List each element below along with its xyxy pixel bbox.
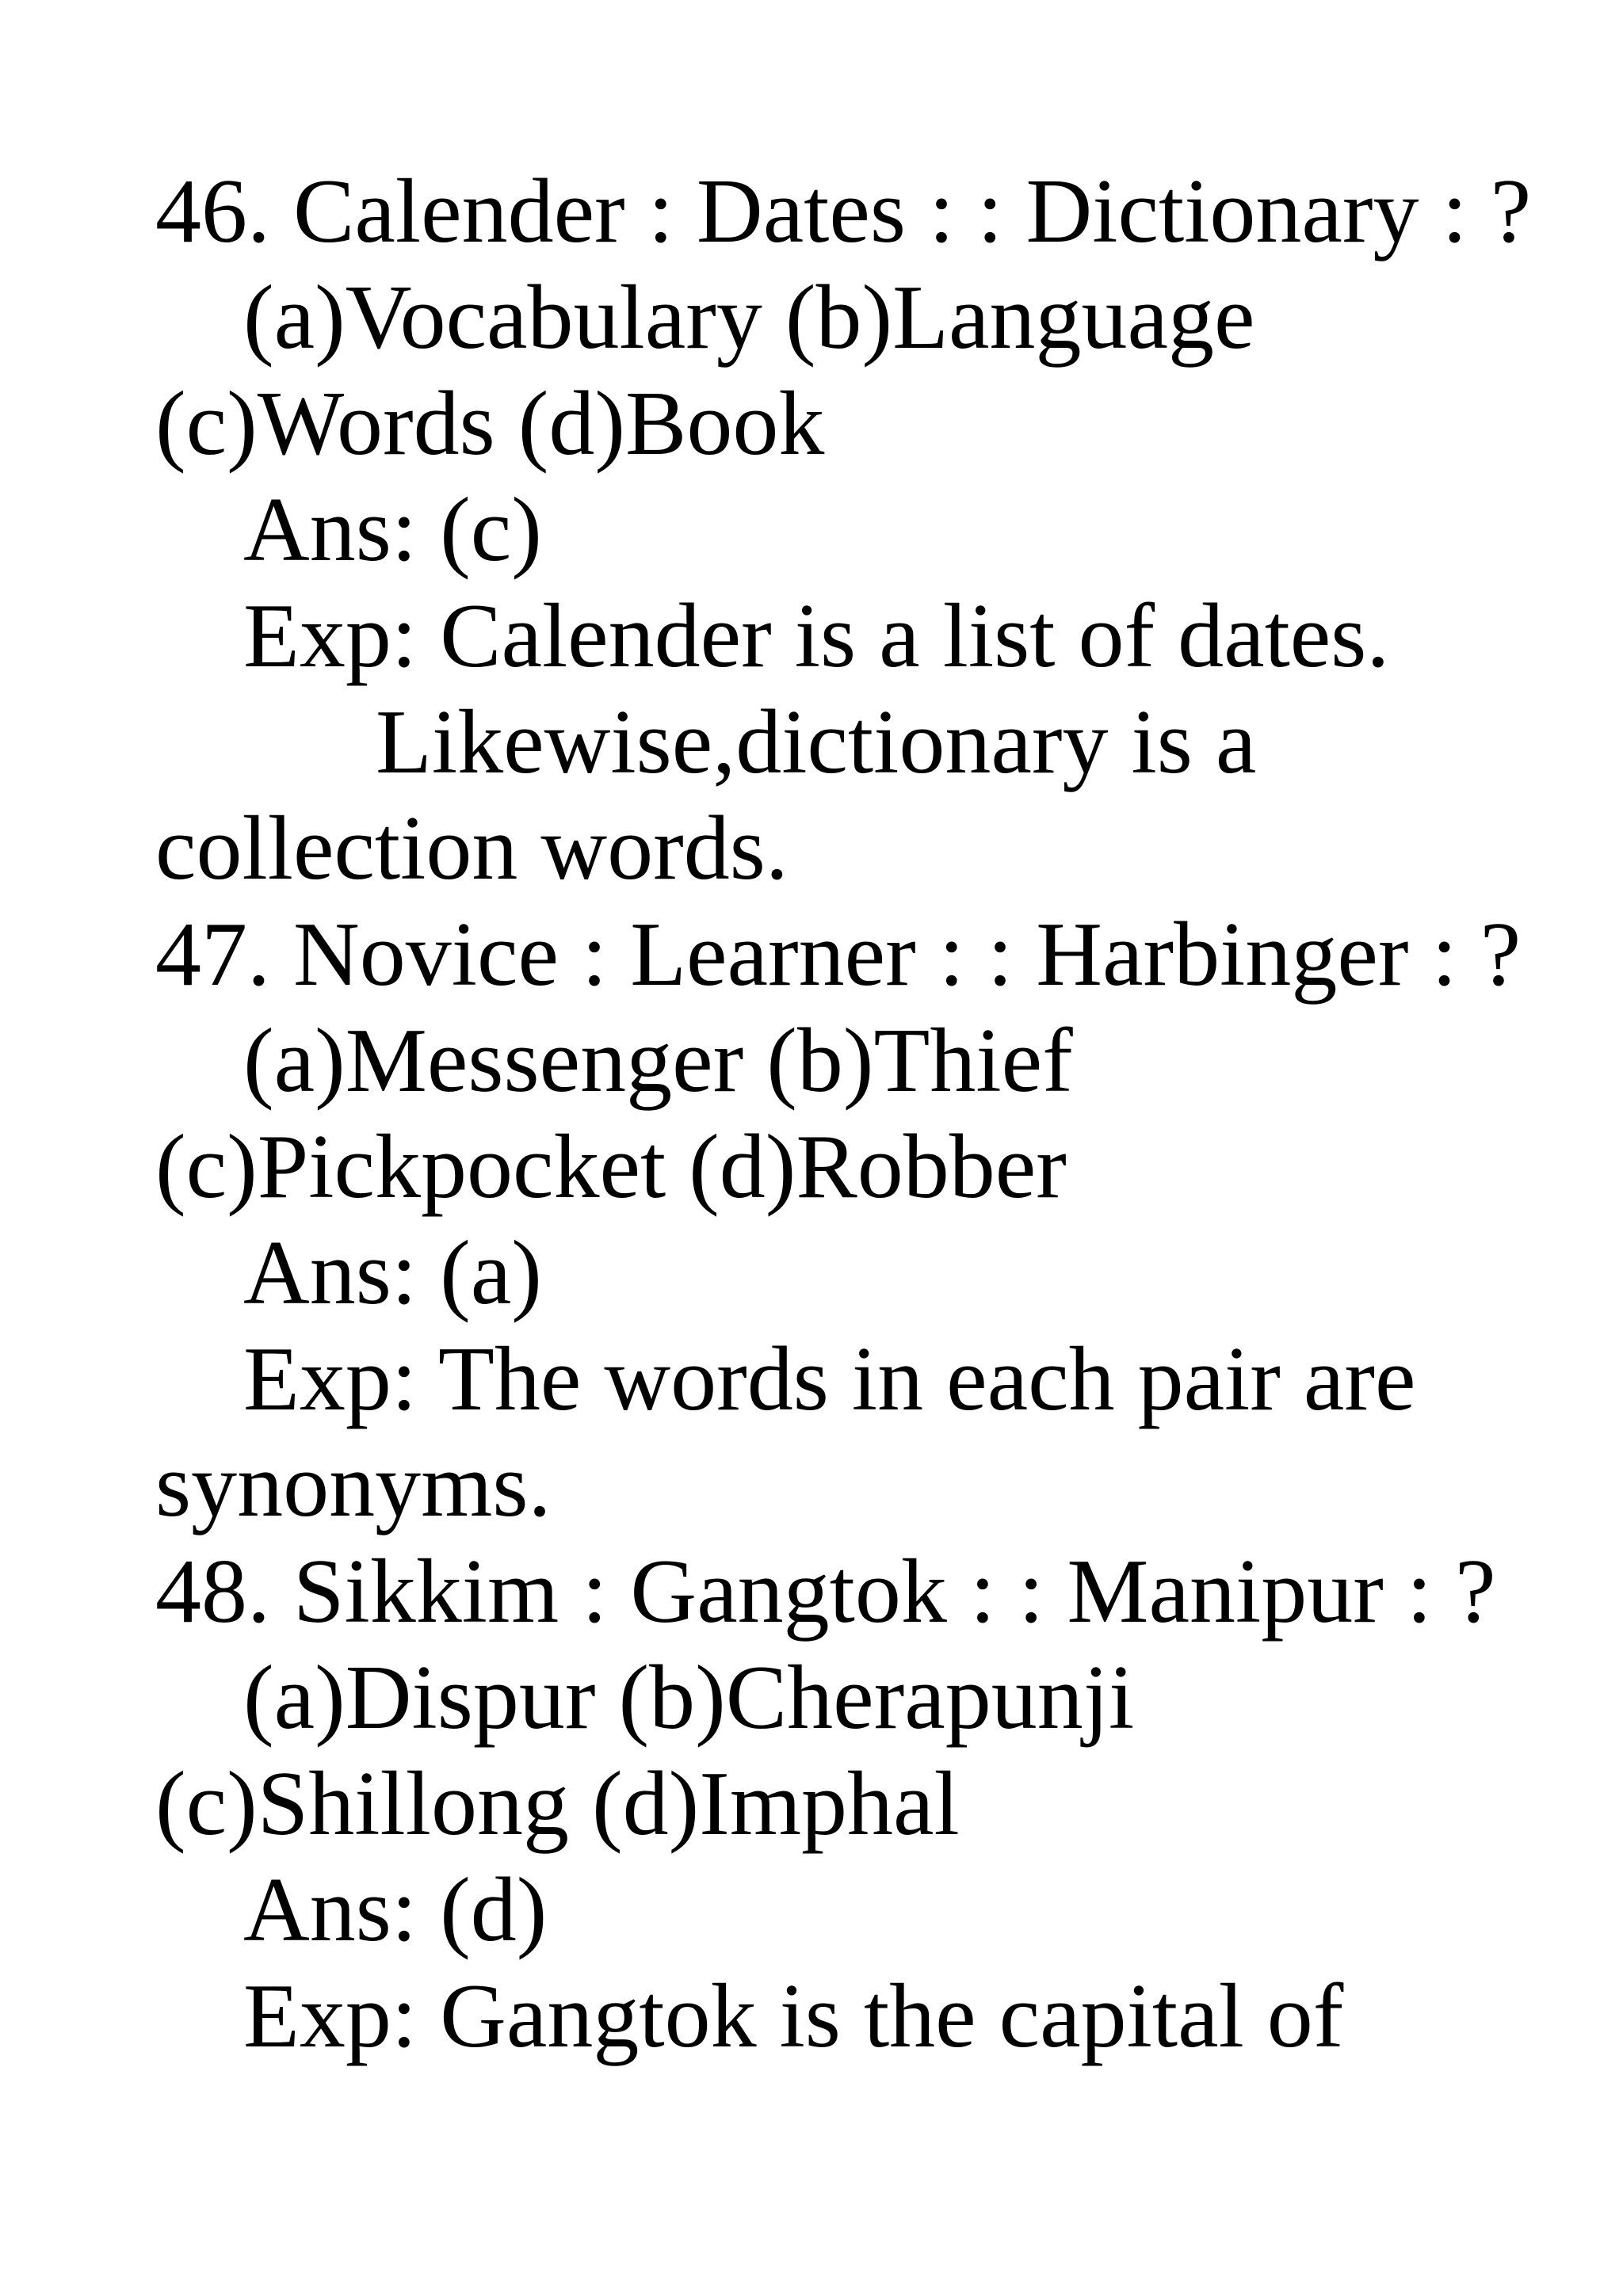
- question-48-answer: Ans: (d): [243, 1859, 548, 1961]
- question-47-explanation-line-1: Exp: The words in each pair are: [243, 1329, 1416, 1430]
- question-47-options-line-2: (c)Pickpocket (d)Robber: [155, 1116, 1067, 1218]
- question-47-explanation-line-2: synonyms.: [155, 1435, 552, 1536]
- question-47-answer: Ans: (a): [243, 1222, 542, 1324]
- question-48-explanation-line-1: Exp: Gangtok is the capital of: [243, 1966, 1344, 2067]
- question-48-options-line-2: (c)Shillong (d)Imphal: [155, 1753, 960, 1855]
- question-46-explanation-line-1: Exp: Calender is a list of dates.: [243, 585, 1390, 687]
- question-47-text: 47. Novice : Learner : : Harbinger : ?: [155, 904, 1522, 1005]
- question-46-options-line-2: (c)Words (d)Book: [155, 373, 825, 475]
- question-48-options-line-1: (a)Dispur (b)Cherapunji: [243, 1647, 1135, 1749]
- question-48-text: 48. Sikkim : Gangtok : : Manipur : ?: [155, 1541, 1496, 1642]
- question-46-text: 46. Calender : Dates : : Dictionary : ?: [155, 161, 1532, 262]
- question-46-answer: Ans: (c): [243, 479, 542, 581]
- question-46-explanation-line-3: collection words.: [155, 798, 789, 899]
- question-46-explanation-line-2: Likewise,dictionary is a: [376, 692, 1257, 793]
- question-46-options-line-1: (a)Vocabulary (b)Language: [243, 267, 1255, 368]
- question-47-options-line-1: (a)Messenger (b)Thief: [243, 1010, 1073, 1112]
